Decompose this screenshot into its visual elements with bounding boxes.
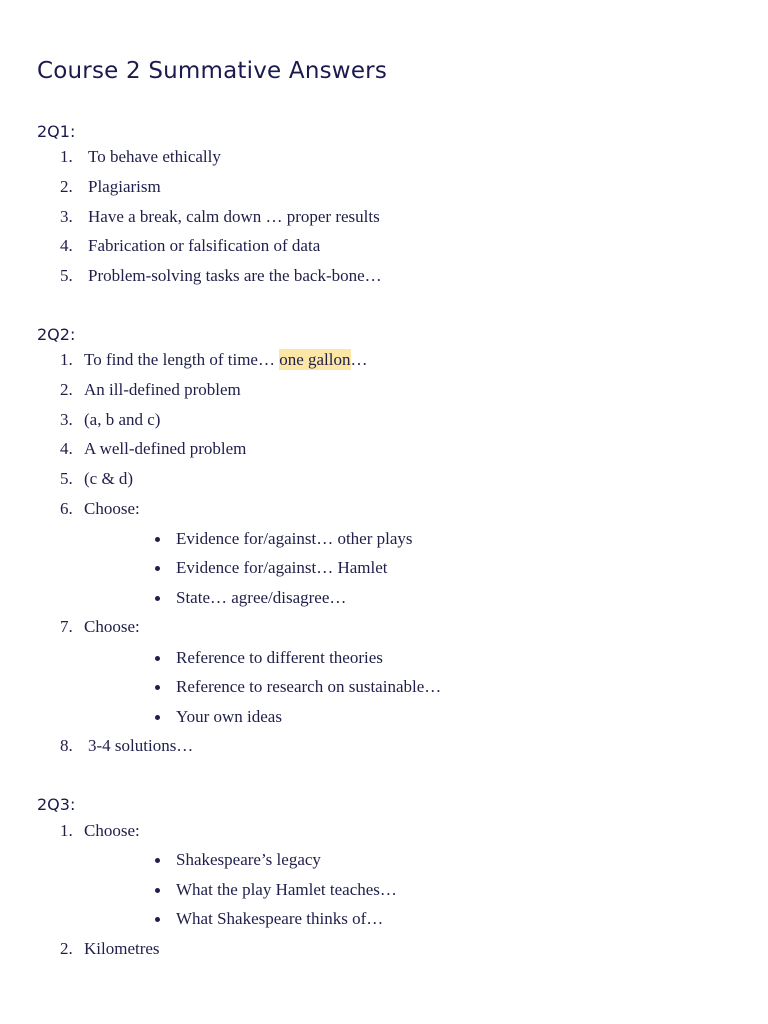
item-text: Choose: [84, 821, 140, 840]
bullet-text: Your own ideas [176, 707, 282, 726]
item-text: Choose: [84, 617, 140, 636]
bullet-text: Evidence for/against… Hamlet [176, 558, 388, 577]
item-text: (c & d) [84, 469, 134, 488]
item-text: Fabrication or falsification of data [88, 236, 321, 255]
item-number: 1. [60, 350, 73, 369]
item-number: 4. [60, 236, 73, 255]
bullet-icon [155, 715, 160, 720]
bullet-icon [155, 596, 160, 601]
item-number: 8. [60, 736, 73, 755]
item-number: 5. [60, 469, 73, 488]
item-number: 2. [60, 177, 73, 196]
bullet-text: Reference to research on sustainable… [176, 677, 442, 696]
bullet-icon [155, 888, 160, 893]
item-number: 3. [60, 207, 73, 226]
item-number: 2. [60, 939, 73, 958]
bullet-text: Evidence for/against… other plays [176, 529, 413, 548]
item-text: Problem-solving tasks are the back-bone… [88, 266, 382, 285]
item-text: Choose: [84, 499, 140, 518]
bullet-icon [155, 566, 160, 571]
bullet-icon [155, 917, 160, 922]
bullet-icon [155, 685, 160, 690]
item-number: 4. [60, 439, 73, 458]
item-number: 2. [60, 380, 73, 399]
item-text-after: … [350, 350, 368, 369]
item-number: 6. [60, 499, 73, 518]
bullet-text: What Shakespeare thinks of… [176, 909, 384, 928]
section-heading-2q1: 2Q1: [37, 122, 76, 141]
item-number: 3. [60, 410, 73, 429]
item-text: To behave ethically [88, 147, 221, 166]
item-number: 1. [60, 147, 73, 166]
item-number: 1. [60, 821, 73, 840]
section-heading-2q3: 2Q3: [37, 795, 76, 814]
item-text: Kilometres [84, 939, 160, 958]
item-number: 5. [60, 266, 73, 285]
bullet-text: Reference to different theories [176, 648, 383, 667]
item-number: 7. [60, 617, 73, 636]
item-text: Plagiarism [88, 177, 161, 196]
item-text: A well-defined problem [84, 439, 247, 458]
page-title: Course 2 Summative Answers [37, 58, 388, 84]
bullet-icon [155, 656, 160, 661]
item-text [84, 348, 368, 372]
bullet-text: What the play Hamlet teaches… [176, 880, 397, 899]
item-text: 3-4 solutions… [88, 736, 194, 755]
item-text: An ill-defined problem [84, 380, 241, 399]
section-heading-2q2: 2Q2: [37, 325, 76, 344]
bullet-icon [155, 537, 160, 542]
item-text: Have a break, calm down … proper results [88, 207, 380, 226]
highlighted-text: one gallon [279, 350, 351, 369]
item-text: (a, b and c) [84, 410, 161, 429]
bullet-text: Shakespeare’s legacy [176, 850, 321, 869]
item-text-before: To find the length of time… [84, 350, 280, 369]
bullet-icon [155, 858, 160, 863]
bullet-text: State… agree/disagree… [176, 588, 347, 607]
